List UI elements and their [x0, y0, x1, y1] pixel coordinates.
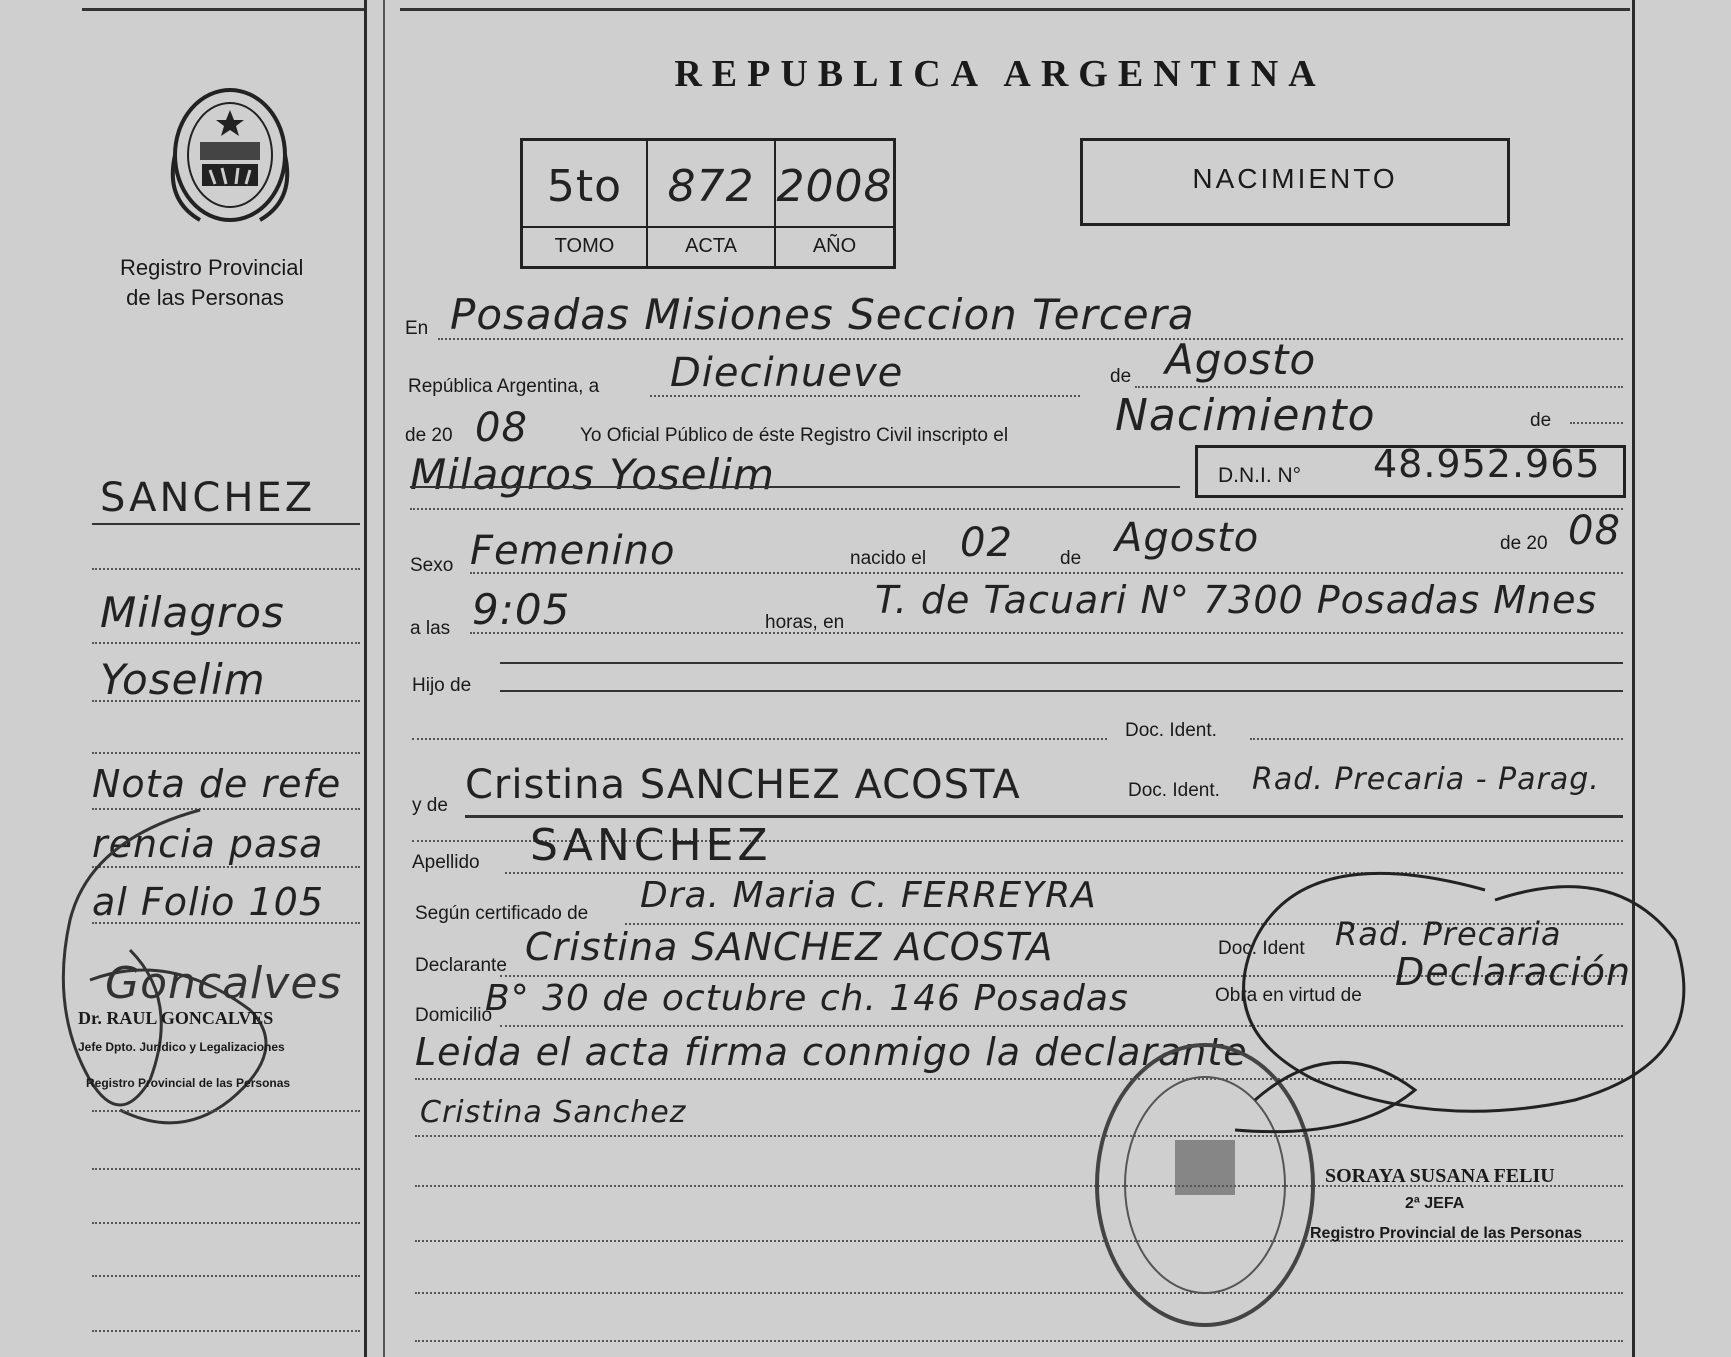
top-rule-right — [400, 8, 1630, 11]
official-name: Dr. RAUL GONCALVES — [78, 1008, 274, 1028]
margin-note-line3: al Folio 105 — [92, 880, 325, 924]
nacido-label: nacido el — [850, 548, 927, 569]
record-box-divider — [523, 226, 893, 228]
dni-value: 48.952.965 — [1373, 442, 1601, 486]
obra-value: Declaración — [1395, 950, 1632, 994]
nacido-month: Agosto — [1115, 515, 1260, 561]
form-line — [438, 338, 1623, 340]
margin-signature: Goncalves — [105, 958, 343, 1009]
year-prefix: de 20 — [405, 425, 453, 446]
form-line — [412, 738, 1107, 740]
registry-name-line1: Registro Provincial — [120, 255, 304, 280]
misiones-seal-icon — [160, 80, 300, 230]
declarante-doc: Rad. Precaria — [1335, 915, 1562, 953]
form-line — [500, 662, 1623, 664]
margin-dotline — [92, 1275, 360, 1277]
form-line — [1135, 386, 1623, 388]
signature-loop-icon — [1195, 800, 1695, 1220]
de-label-2: de — [1530, 410, 1552, 431]
sexo-value: Femenino — [470, 528, 676, 574]
en-label: En — [405, 318, 429, 339]
nacido-year: 08 — [1568, 508, 1621, 554]
record-type: NACIMIENTO — [1192, 163, 1398, 194]
hora-value: 9:05 — [472, 585, 571, 634]
document-title: REPUBLICA ARGENTINA — [674, 53, 1326, 95]
a-las-label: a las — [410, 618, 451, 639]
stamp-org: Registro Provincial de las Personas — [1310, 1225, 1583, 1242]
declarante-value: Cristina SANCHEZ ACOSTA — [525, 925, 1054, 969]
form-line — [415, 1292, 1623, 1294]
day-value: Diecinueve — [670, 350, 904, 396]
registry-name-line2: de las Personas — [126, 285, 284, 310]
en-value: Posadas Misiones Seccion Tercera — [450, 290, 1195, 339]
obra-label: Obra en virtud de — [1215, 985, 1362, 1006]
year-prefix-2: de 20 — [1500, 533, 1548, 554]
form-line — [470, 572, 1623, 574]
de-label-3: de — [1060, 548, 1082, 569]
form-line — [410, 508, 1623, 510]
hijo-label: Hijo de — [412, 675, 472, 696]
stamp-role: 2ª JEFA — [1405, 1195, 1465, 1212]
sexo-label: Sexo — [410, 555, 454, 576]
name-value: Milagros Yoselim — [410, 450, 775, 499]
tomo-value: 5to — [546, 161, 623, 212]
apellido-label: Apellido — [412, 852, 480, 873]
official-role: Jefe Dpto. Juridico y Legalizaciones — [78, 1040, 285, 1054]
form-line — [650, 395, 1080, 397]
acta-label: ACTA — [685, 235, 737, 257]
inscripto-value: Nacimiento — [1115, 390, 1376, 441]
declarante-label: Declarante — [415, 955, 507, 976]
margin-dotline — [92, 1168, 360, 1170]
year-value: 08 — [475, 405, 528, 451]
form-line — [470, 632, 1623, 634]
republica-label: República Argentina, a — [408, 376, 600, 397]
domicilio-value: B° 30 de octubre ch. 146 Posadas — [485, 978, 1129, 1019]
record-box — [520, 138, 896, 269]
anio-label: AÑO — [812, 235, 857, 257]
form-line — [1570, 422, 1623, 424]
margin-dotline — [92, 752, 360, 754]
margin-dotline — [92, 1110, 360, 1112]
doc-ident-label-2: Doc. Ident. — [1128, 780, 1220, 801]
doc-ident-label: Doc. Ident. — [1125, 720, 1217, 741]
dni-label: D.N.I. N° — [1218, 464, 1302, 487]
margin-rule — [92, 523, 360, 525]
segun-label: Según certificado de — [415, 903, 589, 924]
form-line — [1250, 738, 1623, 740]
margin-dotline — [92, 1222, 360, 1224]
top-rule-left — [82, 8, 364, 11]
margin-surname: SANCHEZ — [100, 475, 316, 521]
form-line — [410, 486, 1180, 488]
domicilio-label: Domicilio — [415, 1005, 493, 1026]
stamp-name: SORAYA SUSANA FELIU — [1325, 1165, 1555, 1187]
margin-dotline — [92, 700, 360, 702]
apellido-value: SANCHEZ — [530, 820, 772, 871]
de-label: de — [1110, 366, 1132, 387]
margin-note-line1: Nota de refe — [92, 762, 342, 806]
anio-value: 2008 — [776, 161, 893, 212]
month-value: Agosto — [1165, 335, 1317, 384]
lugar-value: T. de Tacuari N° 7300 Posadas Mnes — [875, 578, 1598, 622]
form-line — [415, 1340, 1623, 1342]
certificado-value: Dra. Maria C. FERREYRA — [640, 875, 1097, 916]
record-type-box — [1080, 138, 1510, 226]
margin-given-name-1: Milagros — [100, 588, 285, 637]
madre-doc: Rad. Precaria - Parag. — [1252, 762, 1600, 797]
horas-label: horas, en — [765, 612, 845, 633]
madre-value: Cristina SANCHEZ ACOSTA — [465, 762, 1021, 808]
margin-dotline — [92, 642, 360, 644]
tomo-label: TOMO — [554, 235, 615, 257]
yo-oficial-text: Yo Oficial Público de éste Registro Civil inscripto el — [580, 425, 1009, 446]
margin-note-line2: rencia pasa — [92, 822, 324, 866]
acta-value: 872 — [667, 161, 755, 212]
dni-box — [1195, 442, 1626, 498]
observaciones-line1: Leida el acta firma conmigo la declarante — [415, 1030, 1248, 1074]
official-org: Registro Provincial de las Personas — [86, 1076, 291, 1090]
nacido-day: 02 — [960, 520, 1013, 566]
left-column-divider-inner — [383, 0, 385, 1357]
margin-dotline — [92, 568, 360, 570]
form-line — [500, 690, 1623, 692]
margin-dotline — [92, 1330, 360, 1332]
doc-ident-label-3: Doc. Ident — [1218, 938, 1305, 959]
firma-declarante: Cristina Sanchez — [420, 1095, 687, 1130]
left-column-divider — [364, 0, 367, 1357]
y-de-label: y de — [412, 795, 448, 816]
margin-given-name-2: Yoselim — [100, 655, 266, 704]
